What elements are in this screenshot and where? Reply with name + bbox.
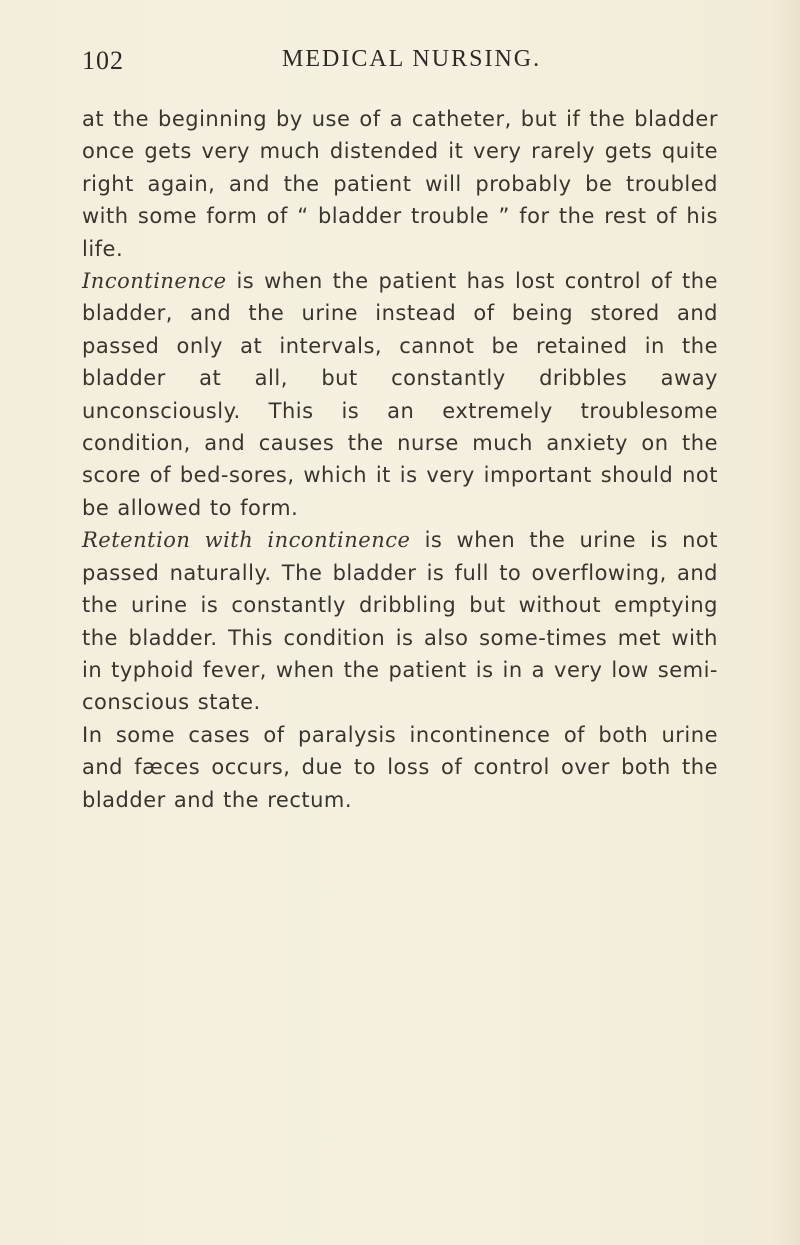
paragraph-text: In some cases of paralysis incontinence of both urine and fæces occurs, due to loss of control over both the bladder and the rectum. <box>82 722 718 812</box>
paragraph-text: is when the patient has lost control of the bladder, and the urine instead of being stored and passed only at intervals, cannot be retained in the bladder at all, but constantly dribbles away unconsciously. This is an extremely troublesome condition, and causes the nurse much anxiety on the score of bed-sores, which it is very important should not be allowed to form. <box>82 269 718 520</box>
running-head <box>82 46 722 76</box>
term-retention-with-incontinence: Retention with incontinence <box>82 528 411 553</box>
running-title: MEDICAL NURSING. <box>282 46 542 72</box>
paragraph-continuation <box>82 103 718 265</box>
paragraph-incontinence <box>82 265 718 524</box>
paragraph-retention-with-incontinence <box>82 524 718 718</box>
page-number: 102 <box>82 46 124 75</box>
paragraph-text: at the beginning by use of a catheter, but if the bladder once gets very much distended it very rarely gets quite right again, and the patient will probably be troubled with some form of “ bladder trouble ” for the rest of his life. <box>82 107 718 261</box>
paragraph-paralysis <box>82 719 718 816</box>
body-text <box>82 103 718 816</box>
term-incontinence: Incontinence <box>82 269 227 294</box>
paragraph-text: is when the urine is not passed naturally. The bladder is full to overflowing, and the urine is constantly dribbling but without emptying the bladder. This condition is also some-times met with in typhoid fever, when the patient is in a very low semi-conscious state. <box>82 528 718 715</box>
